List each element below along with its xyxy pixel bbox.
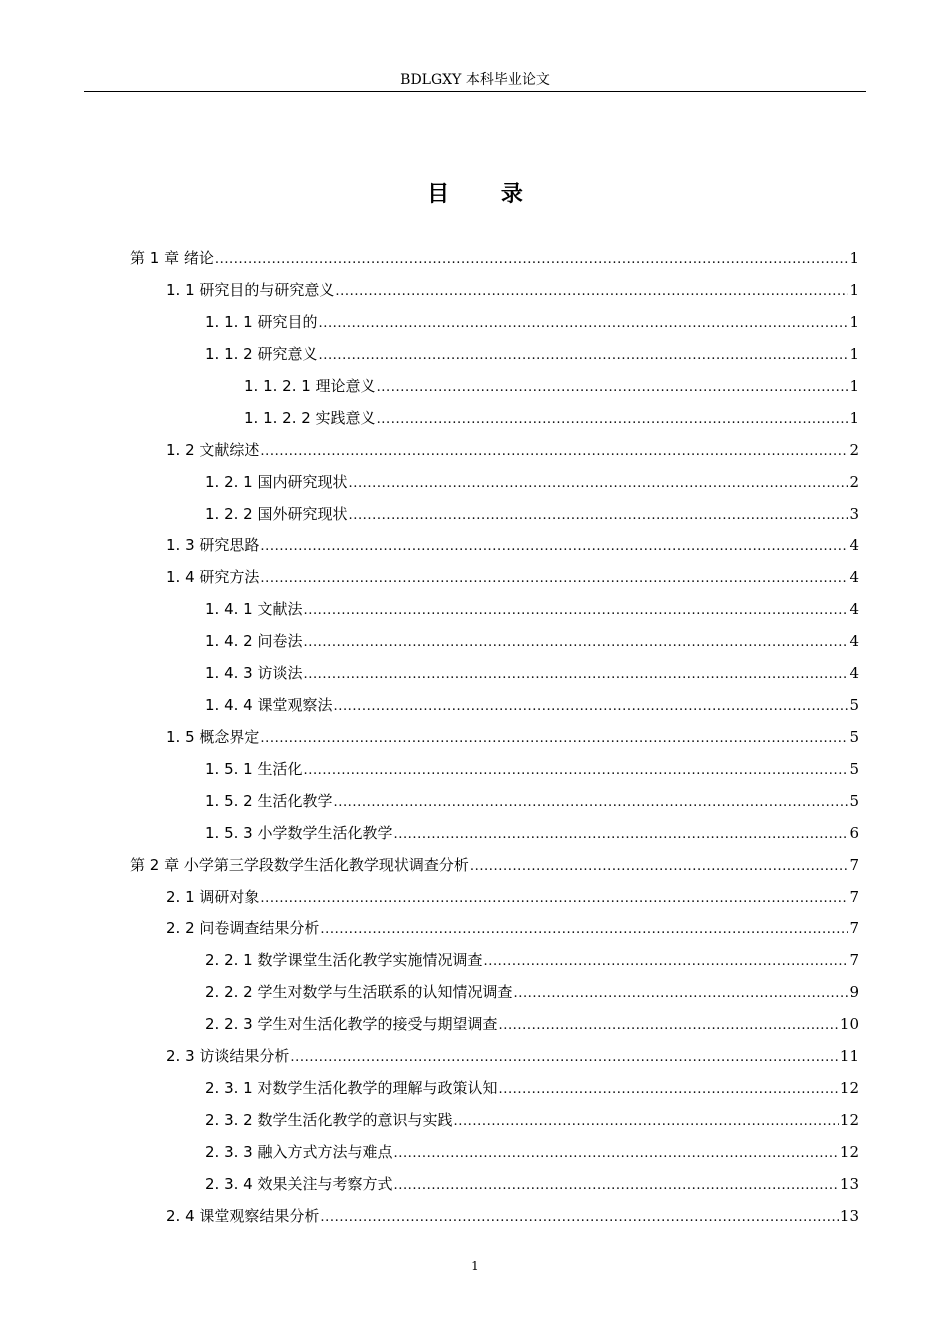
toc-entry-title: 1. 2. 2 国外研究现状 [205, 505, 348, 523]
toc-entry-title: 1. 1. 2 研究意义 [205, 345, 318, 363]
toc-entry-page: 1 [849, 377, 859, 395]
toc-entry[interactable] [205, 466, 859, 498]
toc-entry-title: 1. 4. 3 访谈法 [205, 664, 303, 682]
toc-entry-page: 1 [849, 313, 859, 331]
toc-leader-dots [498, 1074, 838, 1106]
toc-entry-title: 2. 3. 2 数学生活化教学的意识与实践 [205, 1111, 453, 1129]
toc-entry-page: 2 [849, 441, 859, 459]
toc-entry[interactable] [205, 785, 859, 817]
header-rule [84, 91, 866, 92]
toc-leader-dots [335, 276, 848, 308]
toc-leader-dots [348, 500, 848, 532]
toc-entry-page: 1 [849, 281, 859, 299]
toc-entry-page: 9 [849, 983, 859, 1001]
toc-entry-title: 1. 2. 1 国内研究现状 [205, 473, 348, 491]
toc-leader-dots [333, 787, 848, 819]
toc-entry[interactable] [205, 625, 859, 657]
toc-leader-dots [320, 914, 848, 946]
toc-entry[interactable] [166, 1200, 859, 1232]
toc-entry-page: 11 [839, 1047, 859, 1065]
toc-leader-dots [393, 819, 848, 851]
toc-entry[interactable] [166, 561, 859, 593]
toc-entry-title: 1. 4. 4 课堂观察法 [205, 696, 333, 714]
toc-leader-dots [260, 883, 848, 915]
toc-entry-title: 1. 1. 2. 1 理论意义 [244, 377, 376, 395]
toc-entry[interactable] [205, 1008, 859, 1040]
toc-leader-dots [320, 1202, 839, 1234]
toc-entry-page: 12 [839, 1111, 859, 1129]
toc-entry-title: 2. 2. 1 数学课堂生活化教学实施情况调查 [205, 951, 483, 969]
toc-entry[interactable] [166, 529, 859, 561]
toc-entry-page: 7 [849, 951, 859, 969]
toc-entry-title: 1. 4. 1 文献法 [205, 600, 303, 618]
toc-entry-title: 2. 2. 2 学生对数学与生活联系的认知情况调查 [205, 983, 513, 1001]
toc-entry-page: 6 [849, 824, 859, 842]
toc-entry[interactable] [130, 849, 859, 881]
toc-entry-title: 1. 5. 1 生活化 [205, 760, 303, 778]
toc-entry-title: 2. 3. 4 效果关注与考察方式 [205, 1175, 393, 1193]
toc-leader-dots [260, 436, 848, 468]
toc-leader-dots [333, 691, 848, 723]
toc-leader-dots [303, 627, 848, 659]
toc-entry-page: 1 [849, 345, 859, 363]
toc-entry-page: 5 [849, 728, 859, 746]
toc-entry-page: 4 [849, 600, 859, 618]
toc-entry[interactable] [244, 370, 859, 402]
toc-entry-title: 2. 4 课堂观察结果分析 [166, 1207, 320, 1225]
toc-title: 目 录 [427, 182, 545, 207]
toc-leader-dots [303, 659, 848, 691]
toc-leader-dots [393, 1138, 838, 1170]
toc-entry-title: 第 1 章 绪论 [130, 249, 214, 267]
toc-entry-title: 1. 5. 2 生活化教学 [205, 792, 333, 810]
toc-entry-page: 13 [839, 1207, 859, 1225]
toc-entry-title: 2. 3. 3 融入方式方法与难点 [205, 1143, 393, 1161]
toc-leader-dots [483, 946, 848, 978]
toc-entry[interactable] [205, 593, 859, 625]
toc-entry-page: 12 [839, 1079, 859, 1097]
toc-leader-dots [470, 851, 849, 883]
toc-leader-dots [303, 595, 848, 627]
toc-leader-dots [377, 372, 849, 404]
toc-entry[interactable] [166, 274, 859, 306]
toc-entry[interactable] [205, 338, 859, 370]
toc-entry-page: 5 [849, 792, 859, 810]
toc-entry[interactable] [166, 721, 859, 753]
toc-entry[interactable] [205, 657, 859, 689]
toc-entry-page: 10 [839, 1015, 859, 1033]
toc-entry-page: 12 [839, 1143, 859, 1161]
toc-leader-dots [393, 1170, 838, 1202]
toc-leader-dots [348, 468, 848, 500]
toc-leader-dots [318, 340, 848, 372]
toc-entry-title: 1. 4. 2 问卷法 [205, 632, 303, 650]
toc-entry-page: 5 [849, 696, 859, 714]
toc-entry[interactable] [244, 402, 859, 434]
toc-entry-page: 13 [839, 1175, 859, 1193]
toc-entry-page: 5 [849, 760, 859, 778]
toc-entry-page: 7 [849, 919, 859, 937]
toc-entry-title: 第 2 章 小学第三学段数学生活化教学现状调查分析 [130, 856, 469, 874]
toc-entry[interactable] [205, 1168, 859, 1200]
toc-entry-page: 1 [849, 249, 859, 267]
page-header: BDLGXY 本科毕业论文 [400, 72, 550, 88]
toc-entry-title: 2. 3 访谈结果分析 [166, 1047, 290, 1065]
toc-entry-title: 2. 1 调研对象 [166, 888, 260, 906]
toc-leader-dots [377, 404, 849, 436]
toc-entry[interactable] [205, 976, 859, 1008]
toc-entry-page: 2 [849, 473, 859, 491]
toc-entry-page: 4 [849, 568, 859, 586]
toc-entry[interactable] [130, 242, 859, 274]
toc-entry-title: 1. 5 概念界定 [166, 728, 260, 746]
page-number: 1 [471, 1259, 479, 1273]
toc-entry[interactable] [205, 1104, 859, 1136]
toc-entry[interactable] [205, 944, 859, 976]
toc-entry-page: 4 [849, 632, 859, 650]
toc-leader-dots [303, 755, 848, 787]
toc-entry[interactable] [166, 1040, 859, 1072]
toc-entry-title: 1. 1. 2. 2 实践意义 [244, 409, 376, 427]
toc-entry[interactable] [205, 1136, 859, 1168]
toc-entry[interactable] [205, 1072, 859, 1104]
toc-entry-title: 1. 3 研究思路 [166, 536, 260, 554]
toc-entry-title: 2. 2. 3 学生对生活化教学的接受与期望调查 [205, 1015, 498, 1033]
toc-entry-title: 1. 1. 1 研究目的 [205, 313, 318, 331]
toc-entry[interactable] [205, 753, 859, 785]
toc-leader-dots [260, 531, 848, 563]
toc-entry-page: 7 [849, 888, 859, 906]
toc-entry-page: 4 [849, 664, 859, 682]
toc-leader-dots [498, 1010, 838, 1042]
toc-leader-dots [260, 723, 848, 755]
toc-entry-title: 2. 2 问卷调查结果分析 [166, 919, 320, 937]
toc-leader-dots [260, 563, 848, 595]
toc-entry[interactable] [166, 881, 859, 913]
toc-leader-dots [290, 1042, 839, 1074]
toc-entry-page: 3 [849, 505, 859, 523]
toc-entry[interactable] [205, 306, 859, 338]
toc-leader-dots [453, 1106, 838, 1138]
toc-entry-title: 1. 1 研究目的与研究意义 [166, 281, 335, 299]
toc-entry[interactable] [205, 689, 859, 721]
toc-entry[interactable] [205, 817, 859, 849]
toc-leader-dots [215, 244, 849, 276]
toc-entry-page: 4 [849, 536, 859, 554]
toc-entry[interactable] [205, 498, 859, 530]
toc-leader-dots [318, 308, 848, 340]
toc-entry[interactable] [166, 912, 859, 944]
toc-entry-page: 7 [849, 856, 859, 874]
toc-entry-title: 1. 4 研究方法 [166, 568, 260, 586]
toc-entry[interactable] [166, 434, 859, 466]
toc-entry-title: 1. 5. 3 小学数学生活化教学 [205, 824, 393, 842]
toc-leader-dots [513, 978, 848, 1010]
toc-entry-title: 2. 3. 1 对数学生活化教学的理解与政策认知 [205, 1079, 498, 1097]
toc-entry-page: 1 [849, 409, 859, 427]
toc-entry-title: 1. 2 文献综述 [166, 441, 260, 459]
